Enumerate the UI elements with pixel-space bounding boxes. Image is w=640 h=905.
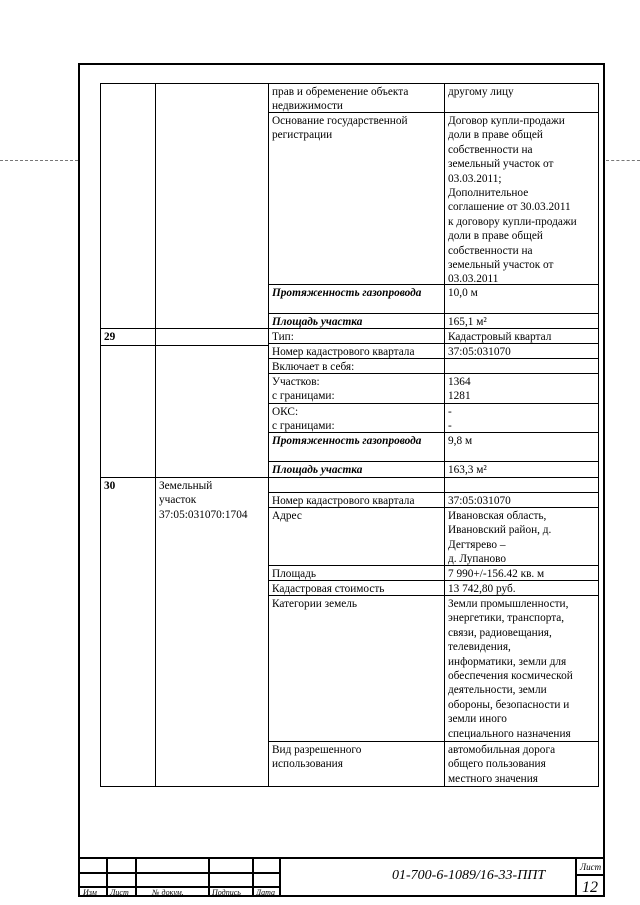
tb-vline-3 [208, 857, 210, 897]
dash-left [0, 160, 78, 161]
c1 [100, 83, 156, 346]
item-30-area-value: 7 990+/-156.42 кв. м [444, 565, 599, 581]
reg-basis-value: Договор купли-продажи доли в праве общей собственности на земельный участок от 03.03.2011; Дополнительное соглашение от 30.03.2011 к договору купли-продажи доли в праве общей собственности на земельный участок от 03.03.2011 [444, 112, 599, 285]
tb-vline-6 [575, 857, 577, 897]
tb-vline-2 [135, 857, 137, 897]
item-29-number: 29 [100, 328, 156, 478]
item-29-length-label: Протяженность газопровода [268, 432, 445, 462]
address-label: Адрес [268, 507, 445, 566]
item-30-kv-label: Номер кадастрового квартала [268, 492, 445, 508]
sheet-label: Лист [580, 862, 602, 872]
item-30-kv-value: 37:05:031070 [444, 492, 599, 508]
item-29-length-value: 9,8 м [444, 432, 599, 462]
oks-label: ОКС: с границами: [268, 403, 445, 433]
prev-rights-label: прав и обременение объекта недвижимости [268, 83, 445, 113]
category-label: Категории земель [268, 595, 445, 742]
includes-label: Включает в себя: [268, 358, 445, 374]
includes-value [444, 358, 599, 374]
type-label: Тип: [268, 328, 445, 344]
sheet-number: 12 [582, 879, 598, 896]
item-30-blank-value [444, 477, 599, 493]
cost-value: 13 742,80 руб. [444, 580, 599, 596]
item-29-name [155, 328, 269, 478]
col-sign: Подпись [212, 888, 241, 897]
usage-value: автомобильная дорога общего пользования местного значения [444, 741, 599, 787]
item-30-area-label: Площадь [268, 565, 445, 581]
tb-vline-5 [279, 857, 281, 897]
area-value: 165,1 м² [444, 313, 599, 329]
reg-basis-label: Основание государственной регистрации [268, 112, 445, 285]
item-30-number: 30 [100, 477, 156, 787]
col-doc: № докум. [152, 888, 184, 897]
document-code: 01-700-6-1089/16-33-ППТ [392, 868, 546, 883]
tb-vline-4 [252, 857, 254, 897]
c2 [155, 83, 269, 346]
item-29-area-value: 163,3 м² [444, 461, 599, 478]
item-30-name: Земельный участок 37:05:031070:1704 [155, 477, 269, 787]
pipe-length-label: Протяженность газопровода [268, 284, 445, 314]
pipe-length-value: 10,0 м [444, 284, 599, 314]
item-29-area-label: Площадь участка [268, 461, 445, 478]
tb-vline-1 [106, 857, 108, 897]
dash-right [606, 160, 640, 161]
usage-label: Вид разрешенного использования [268, 741, 445, 787]
col-list: Лист [110, 888, 129, 897]
cost-label: Кадастровая стоимость [268, 580, 445, 596]
type-value: Кадастровый квартал [444, 328, 599, 344]
col-date: Дата [256, 888, 275, 897]
prev-rights-value: другому лицу [444, 83, 599, 113]
kv-label: Номер кадастрового квартала [268, 343, 445, 359]
tb-hline-1 [78, 872, 279, 874]
parcels-value: 1364 1281 [444, 373, 599, 404]
kv-value: 37:05:031070 [444, 343, 599, 359]
category-value: Земли промышленности, энергетики, транспорта, связи, радиовещания, телевидения, информатики, земли для обеспечения космической деятельности, земли обороны, безопасности и земли иного специального назначения [444, 595, 599, 742]
tb-hline-3 [575, 874, 605, 876]
area-label: Площадь участка [268, 313, 445, 329]
item-30-blank-label [268, 477, 445, 493]
oks-value: - - [444, 403, 599, 433]
col-izm: Изм [83, 888, 97, 897]
parcels-label: Участков: с границами: [268, 373, 445, 404]
address-value: Ивановская область, Ивановский район, д. Дегтярево – д. Лупаново [444, 507, 599, 566]
